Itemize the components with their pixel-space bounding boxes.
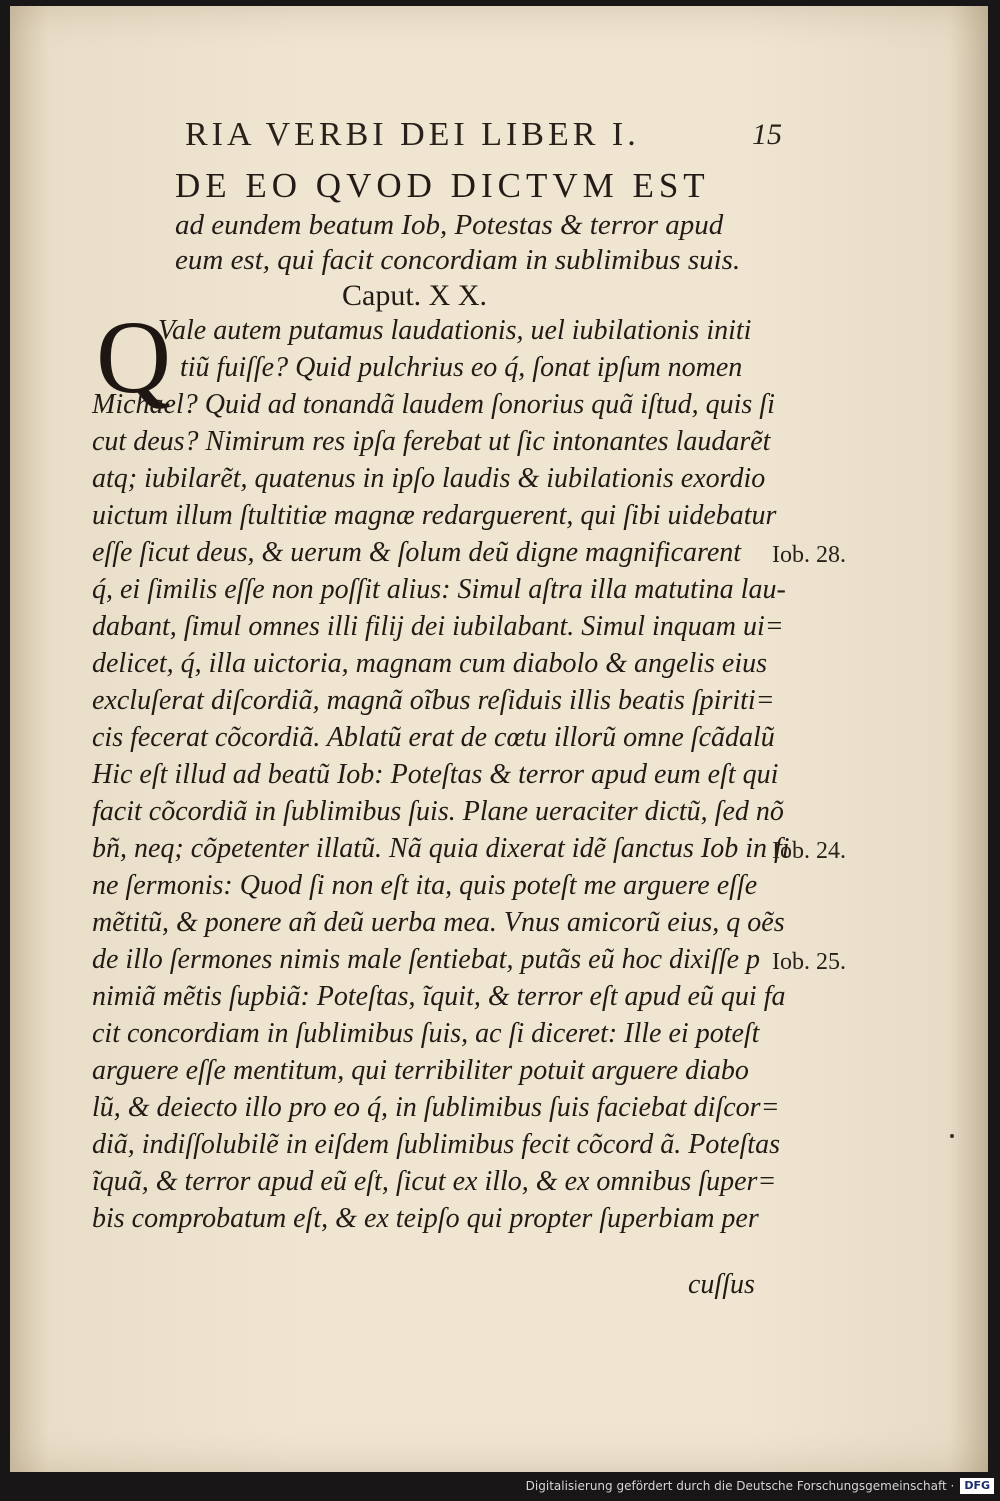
marginal-reference: Iob. 24. bbox=[772, 838, 846, 864]
text-line: arguere eſſe mentitum, qui terribiliter potuit arguere diabo bbox=[92, 1055, 749, 1086]
catchword: cuſſus bbox=[688, 1269, 755, 1300]
chapter-subtitle-line: eum est, qui facit concordiam in sublimibus suis. bbox=[175, 244, 741, 276]
text-line: q́, ei ſimilis eſſe non poſſit alius: Simul aſtra illa matutina lau- bbox=[92, 574, 786, 605]
text-line: atq; iubilarẽt, quatenus in ipſo laudis & iubilationis exordio bbox=[92, 463, 766, 494]
text-line: Michael? Quid ad tonandã laudem ſonorius quã iſtud, quis ſi bbox=[92, 389, 775, 420]
text-line: facit cõcordiã in ſublimibus ſuis. Plane ueraciter dictũ, ſed nõ bbox=[92, 796, 784, 827]
text-line: cut deus? Nimirum res ipſa ferebat ut ſic intonantes laudarẽt bbox=[92, 426, 771, 457]
text-line: bñ, neq; cõpetenter illatũ. Nã quia dixerat idẽ ſanctus Iob in fi bbox=[92, 833, 790, 864]
text-line: ne ſermonis: Quod ſi non eſt ita, quis poteſt me arguere eſſe bbox=[92, 870, 758, 901]
text-line: ĩquã, & terror apud eũ eſt, ſicut ex illo, & ex omnibus ſuper= bbox=[92, 1166, 777, 1197]
text-line: excluſerat diſcordiã, magnã oĩbus reſiduis illis beatis ſpiriti= bbox=[92, 685, 775, 716]
text-line: cis fecerat cõcordiã. Ablatũ erat de cœtu illorũ omne ſcãdalũ bbox=[92, 722, 775, 753]
running-head: RIA VERBI DEI LIBER I. bbox=[185, 116, 640, 153]
digitization-footer bbox=[526, 1475, 994, 1497]
footer-credit: Digitalisierung gefördert durch die Deutsche Forschungsgemeinschaft · bbox=[525, 1479, 955, 1493]
text-line: Hic eſt illud ad beatũ Iob: Poteſtas & terror apud eum eſt qui bbox=[92, 759, 779, 790]
text-line: mẽtitũ, & ponere añ deũ uerba mea. Vnus amicorũ eius, q oẽs bbox=[92, 907, 785, 938]
text-line: Vale autem putamus laudationis, uel iubilationis initi bbox=[158, 315, 752, 346]
text-line: lũ, & deiecto illo pro eo q́, in ſublimibus ſuis faciebat diſcor= bbox=[92, 1092, 780, 1123]
page-number: 15 bbox=[752, 118, 782, 151]
text-line: eſſe ſicut deus, & uerum & ſolum deũ digne magnificarent bbox=[92, 537, 742, 568]
chapter-number: Caput. X X. bbox=[342, 279, 487, 312]
text-line: diã, indiſſolubilẽ in eiſdem ſublimibus fecit cõcord ã. Poteſtas bbox=[92, 1129, 780, 1160]
book-page bbox=[10, 6, 988, 1472]
drop-initial: Q bbox=[96, 300, 172, 415]
text-line: bis comprobatum eſt, & ex teipſo qui propter ſuperbiam per bbox=[92, 1203, 759, 1234]
marginal-reference: Iob. 28. bbox=[772, 542, 846, 568]
text-line: nimiã mẽtis ſupbiã: Poteſtas, ĩquit, & terror eſt apud eũ qui fa bbox=[92, 981, 786, 1012]
text-line: delicet, q́, illa uictoria, magnam cum diabolo & angelis eius bbox=[92, 648, 768, 679]
chapter-subtitle-line: ad eundem beatum Iob, Potestas & terror apud bbox=[175, 209, 724, 241]
dfg-logo: DFG bbox=[960, 1478, 994, 1494]
marginal-reference: Iob. 25. bbox=[772, 949, 846, 975]
text-line: cit concordiam in ſublimibus ſuis, ac ſi diceret: Ille ei poteſt bbox=[92, 1018, 760, 1049]
text-line: uictum illum ſtultitiæ magnæ redarguerent, qui ſibi uidebatur bbox=[92, 500, 777, 531]
text-line: de illo ſermones nimis male ſentiebat, putãs eũ hoc dixiſſe p bbox=[92, 944, 760, 975]
ink-speck bbox=[950, 1134, 954, 1138]
text-line: dabant, ſimul omnes illi filij dei iubilabant. Simul inquam ui= bbox=[92, 611, 784, 642]
text-line: tiũ fuiſſe? Quid pulchrius eo q́, ſonat ipſum nomen bbox=[180, 352, 743, 383]
chapter-title: DE EO QVOD DICTVM EST bbox=[175, 166, 710, 205]
